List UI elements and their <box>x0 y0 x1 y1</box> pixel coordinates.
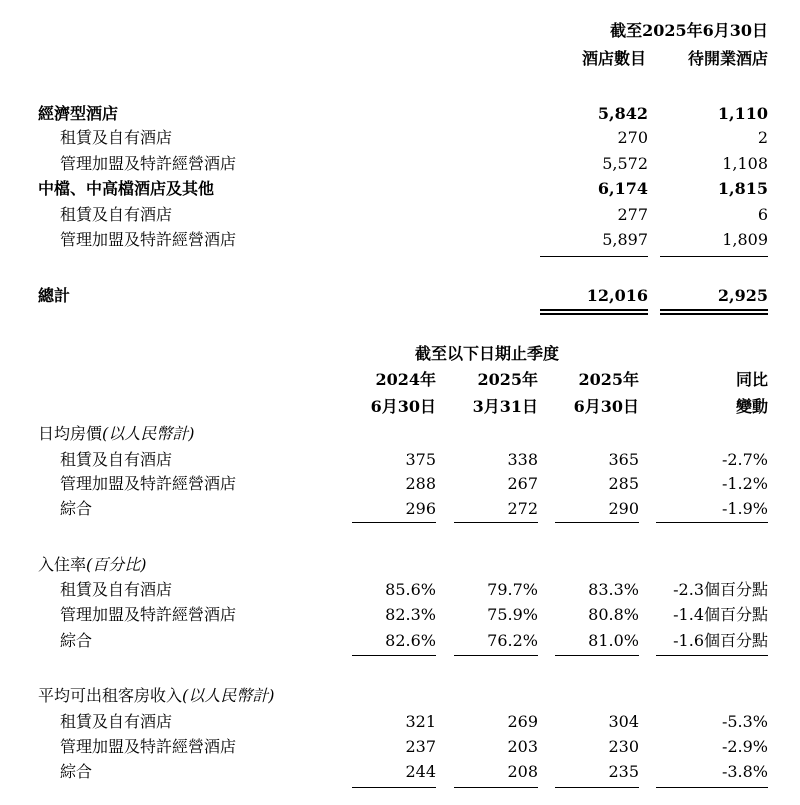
table1-cell: 1,108 <box>722 154 768 173</box>
total-double-rule <box>540 309 648 311</box>
table2-row-label: 租賃及自有酒店 <box>60 580 173 599</box>
table2-cell: 85.6% <box>385 580 436 599</box>
table2-cell: 288 <box>405 474 436 493</box>
table2-cell: 75.9% <box>487 605 538 624</box>
table2-row-label: 管理加盟及特許經營酒店 <box>60 474 237 493</box>
table1-cell: 5,572 <box>602 154 648 173</box>
table2-cell: 290 <box>608 499 639 518</box>
section-title-main: 入住率 <box>38 555 87 574</box>
total-double-rule <box>660 313 768 315</box>
table2-cell: 269 <box>507 712 538 731</box>
table1-cell: 1,815 <box>717 179 768 198</box>
table1-cell: 1,809 <box>722 230 768 249</box>
table1-col-hotel-count: 酒店數目 <box>581 49 646 68</box>
section-rule <box>454 655 538 656</box>
section-rule <box>454 522 538 523</box>
section-rule <box>555 655 639 656</box>
table2-cell: -1.4個百分點 <box>673 605 768 624</box>
table2-cell: 82.6% <box>385 631 436 650</box>
section-title-unit: (以人民幣計) <box>182 686 275 705</box>
section-rule <box>555 522 639 523</box>
section-title-unit: (以人民幣計) <box>102 424 195 443</box>
table2-cell: -5.3% <box>721 712 768 731</box>
table2-cell: 83.3% <box>588 580 639 599</box>
table2-cell: 365 <box>608 450 639 469</box>
table1-cell: 5,897 <box>602 230 648 249</box>
table1-total-label: 總計 <box>38 286 71 305</box>
table2-col-header: 2024年 <box>375 370 436 389</box>
table1-row-label: 經濟型酒店 <box>38 104 119 123</box>
section-rule <box>454 787 538 788</box>
table2-row-label: 租賃及自有酒店 <box>60 450 173 469</box>
table2-cell: -1.2% <box>721 474 768 493</box>
table2-row-label: 綜合 <box>60 499 93 518</box>
section-rule <box>352 522 436 523</box>
table2-cell: 375 <box>405 450 436 469</box>
table1-cell: 270 <box>617 128 648 147</box>
table2-cell: 80.8% <box>588 605 639 624</box>
table1-cell: 1,110 <box>717 104 768 123</box>
table2-col-header: 變動 <box>735 397 768 416</box>
table2-cell: 272 <box>507 499 538 518</box>
table2-col-header: 2025年 <box>477 370 538 389</box>
section-title <box>38 555 147 575</box>
section-rule <box>656 787 768 788</box>
table2-row-label: 租賃及自有酒店 <box>60 712 173 731</box>
table2-cell: 208 <box>507 762 538 781</box>
table1-cell: 2 <box>757 128 768 147</box>
section-title-main: 日均房價 <box>38 424 103 443</box>
section-rule <box>352 787 436 788</box>
table2-cell: 267 <box>507 474 538 493</box>
table2-row-label: 管理加盟及特許經營酒店 <box>60 605 237 624</box>
table1-period-header: 截至2025年6月30日 <box>610 21 768 40</box>
table2-cell: 321 <box>405 712 436 731</box>
section-title <box>38 424 195 444</box>
table2-cell: -2.7% <box>721 450 768 469</box>
table2-cell: -1.6個百分點 <box>673 631 768 650</box>
subtotal-rule <box>540 256 648 257</box>
table2-col-header: 3月31日 <box>472 397 538 416</box>
table1-cell: 5,842 <box>597 104 648 123</box>
table2-cell: 79.7% <box>487 580 538 599</box>
table2-col-header: 6月30日 <box>573 397 639 416</box>
section-title-unit: (百分比) <box>86 555 147 574</box>
table2-row-label: 綜合 <box>60 631 93 650</box>
table1-cell: 6,174 <box>597 179 648 198</box>
section-rule <box>352 655 436 656</box>
table1-total-cell: 2,925 <box>717 286 768 305</box>
table2-cell: 296 <box>405 499 436 518</box>
table1-cell: 6 <box>757 205 768 224</box>
table2-cell: 244 <box>405 762 436 781</box>
table2-cell: 304 <box>608 712 639 731</box>
table2-cell: 76.2% <box>487 631 538 650</box>
table1-row-label: 租賃及自有酒店 <box>60 205 173 224</box>
subtotal-rule <box>660 256 768 257</box>
table2-cell: 203 <box>507 737 538 756</box>
table2-row-label: 管理加盟及特許經營酒店 <box>60 737 237 756</box>
table1-total-cell: 12,016 <box>586 286 648 305</box>
table1-row-label: 中檔、中高檔酒店及其他 <box>38 179 215 198</box>
table1-col-pipeline: 待開業酒店 <box>687 49 768 68</box>
table1-row-label: 管理加盟及特許經營酒店 <box>60 154 237 173</box>
table2-cell: 82.3% <box>385 605 436 624</box>
table2-group-header: 截至以下日期止季度 <box>415 344 560 363</box>
table2-cell: -2.9% <box>721 737 768 756</box>
table2-cell: 338 <box>507 450 538 469</box>
section-title-main: 平均可出租客房收入 <box>38 686 183 705</box>
table2-cell: 81.0% <box>588 631 639 650</box>
table2-cell: 285 <box>608 474 639 493</box>
table1-cell: 277 <box>617 205 648 224</box>
total-double-rule <box>660 309 768 311</box>
table2-cell: -1.9% <box>721 499 768 518</box>
total-double-rule <box>540 313 648 315</box>
table2-cell: 235 <box>608 762 639 781</box>
table2-cell: -3.8% <box>721 762 768 781</box>
table2-cell: 237 <box>405 737 436 756</box>
table1-row-label: 管理加盟及特許經營酒店 <box>60 230 237 249</box>
section-rule <box>656 655 768 656</box>
section-title <box>38 686 275 706</box>
table2-cell: 230 <box>608 737 639 756</box>
table2-col-header: 6月30日 <box>370 397 436 416</box>
table2-col-header: 2025年 <box>578 370 639 389</box>
table2-col-header: 同比 <box>735 370 768 389</box>
table1-row-label: 租賃及自有酒店 <box>60 128 173 147</box>
table2-row-label: 綜合 <box>60 762 93 781</box>
section-rule <box>656 522 768 523</box>
table2-cell: -2.3個百分點 <box>673 580 768 599</box>
section-rule <box>555 787 639 788</box>
